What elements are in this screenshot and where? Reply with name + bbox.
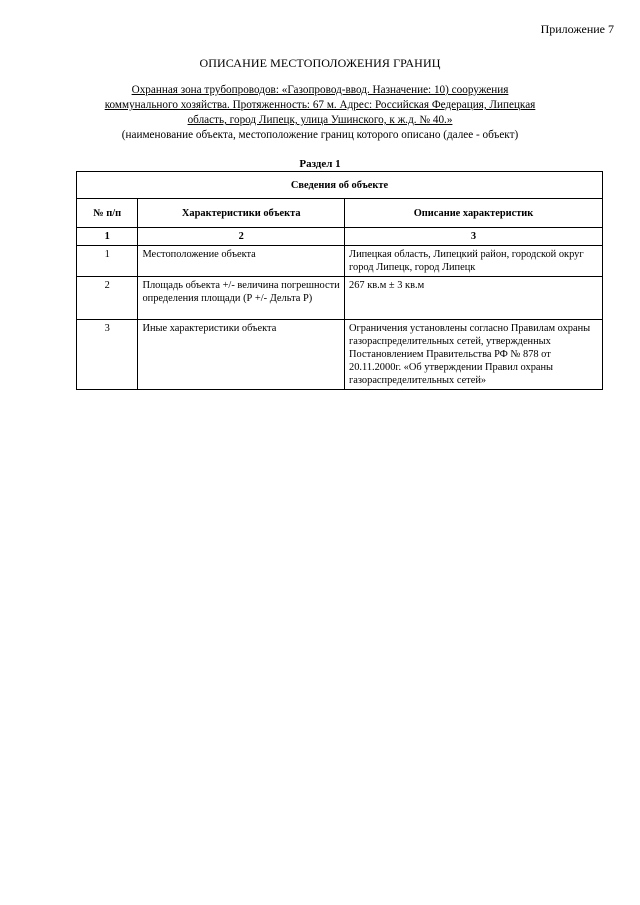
row-number: 1 <box>77 246 138 277</box>
table-caption: Сведения об объекте <box>77 172 603 199</box>
object-description-line-2: коммунального хозяйства. Протяженность: 67 м. Адрес: Российская Федерация, Липецкая <box>104 99 536 111</box>
table-row <box>77 320 603 390</box>
column-number-2: 2 <box>138 228 345 246</box>
row-description: Липецкая область, Липецкий район, городской округ город Липецк, город Липецк <box>345 246 603 277</box>
object-description-line-1: Охранная зона трубопроводов: «Газопровод-ввод. Назначение: 10) сооружения <box>131 84 509 96</box>
table-row <box>77 277 603 320</box>
row-description: 267 кв.м ± 3 кв.м <box>345 277 603 320</box>
column-header-number: № п/п <box>77 199 138 228</box>
appendix-label: Приложение 7 <box>540 22 614 36</box>
row-number: 2 <box>77 277 138 320</box>
section-label: Раздел 1 <box>299 158 341 170</box>
table-caption-row <box>77 172 603 199</box>
column-header-characteristic: Характеристики объекта <box>138 199 345 228</box>
object-description <box>80 83 560 143</box>
document-title: ОПИСАНИЕ МЕСТОПОЛОЖЕНИЯ ГРАНИЦ <box>199 56 441 70</box>
object-description-line-3: область, город Липецк, улица Ушинского, к ж.д. № 40.» <box>187 114 453 126</box>
table-row <box>77 246 603 277</box>
object-info-table <box>76 171 603 390</box>
row-characteristic: Местоположение объекта <box>138 246 345 277</box>
table-header-row <box>77 199 603 228</box>
column-number-1: 1 <box>77 228 138 246</box>
column-header-description: Описание характеристик <box>345 199 603 228</box>
row-characteristic: Иные характеристики объекта <box>138 320 345 390</box>
column-number-3: 3 <box>345 228 603 246</box>
column-numbers-row <box>77 228 603 246</box>
row-number: 3 <box>77 320 138 390</box>
row-characteristic: Площадь объекта +/- величина погрешности определения площади (Р +/- Дельта Р) <box>138 277 345 320</box>
row-description: Ограничения установлены согласно Правилам охраны газораспределительных сетей, утвержденных Постановлением Правительства РФ № 878 от 20.11.2000г. «Об утверждении Правил охраны газораспределительных сетей» <box>345 320 603 390</box>
object-description-caption: (наименование объекта, местоположение границ которого описано (далее - объект) <box>121 129 519 141</box>
